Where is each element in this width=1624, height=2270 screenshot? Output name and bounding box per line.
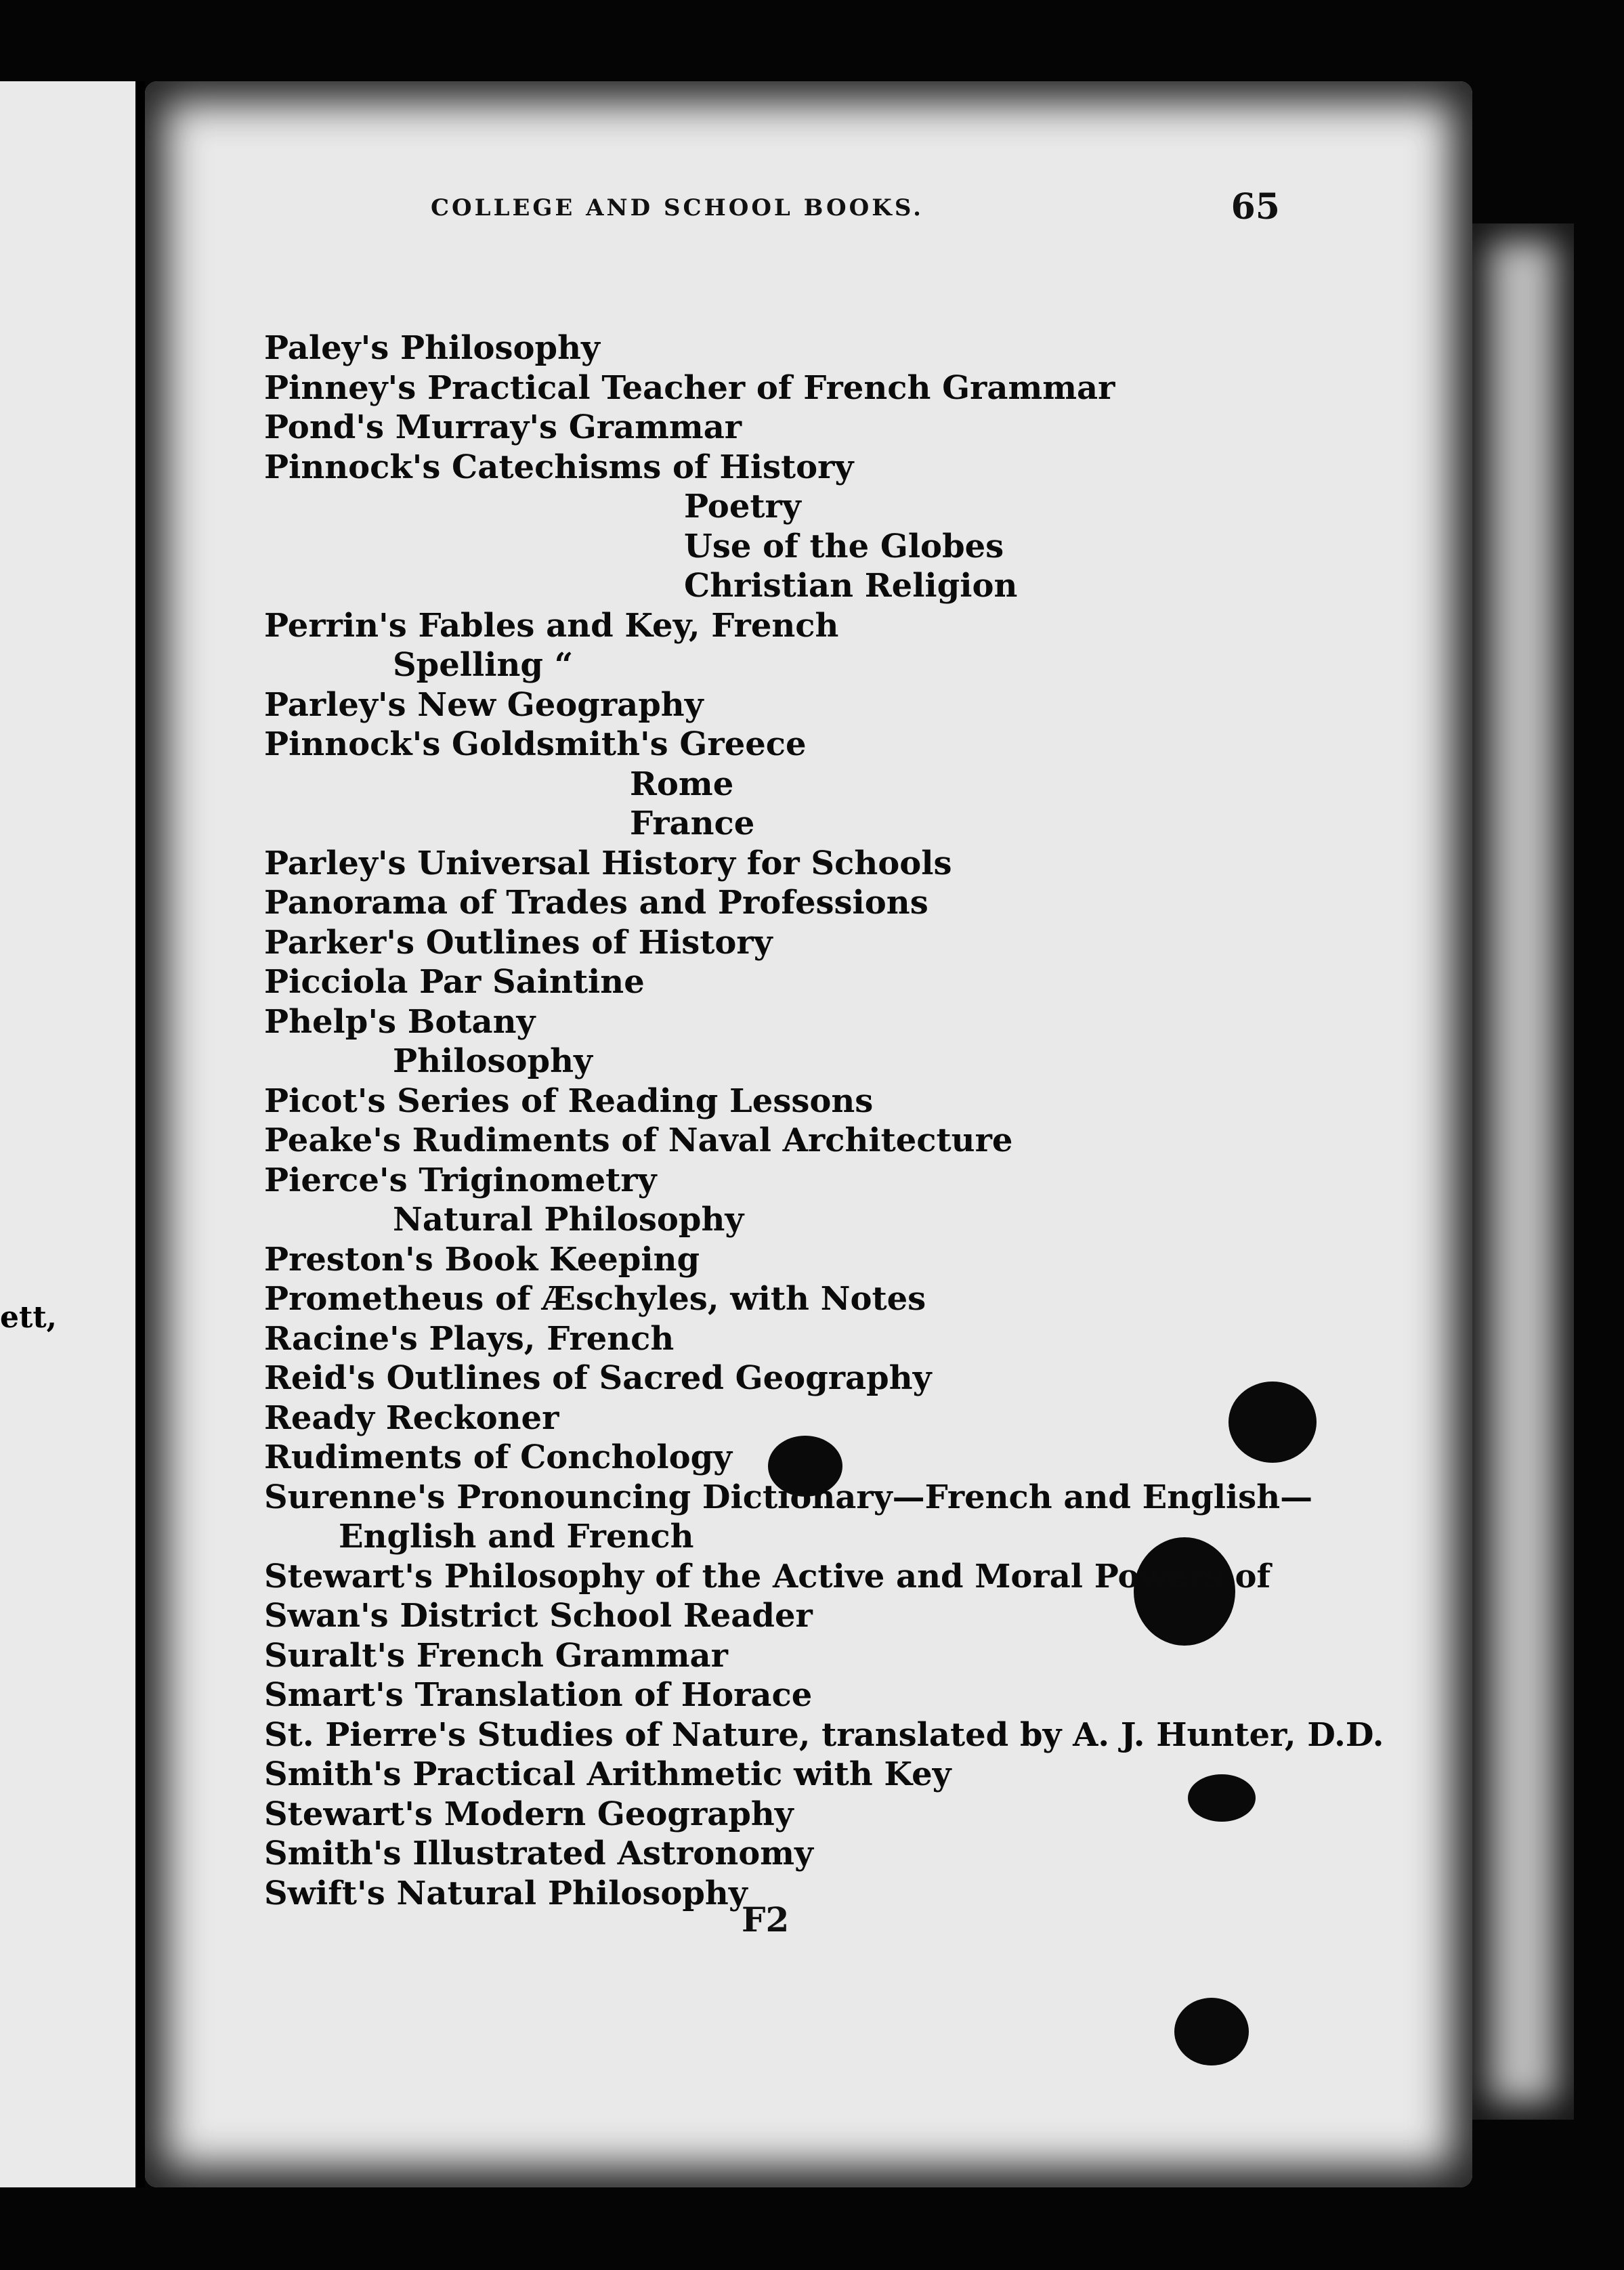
book-entry: Pierce's Triginometry <box>264 1161 657 1199</box>
book-entry: Smart's Translation of Horace <box>264 1676 813 1714</box>
book-entry: Use of the Globes <box>684 527 1004 565</box>
ink-stain <box>1174 1998 1249 2065</box>
book-entry: Phelp's Botany <box>264 1002 536 1041</box>
book-entry: Christian Religion <box>684 567 1018 605</box>
book-entry: Pond's Murray's Grammar <box>264 408 742 446</box>
book-entry: Stewart's Philosophy of the Active and Moral Powers of <box>264 1557 1271 1596</box>
book-entry: France <box>630 805 755 842</box>
left-page-margin <box>0 81 135 2187</box>
book-entry: Smith's Practical Arithmetic with Key <box>264 1755 952 1793</box>
book-gutter <box>135 81 145 2187</box>
book-entry: English and French <box>339 1518 694 1556</box>
book-entry: Pinnock's Goldsmith's Greece <box>264 725 807 763</box>
book-entry: Picot's Series of Reading Lessons <box>264 1082 874 1120</box>
book-entry: Stewart's Modern Geography <box>264 1795 794 1833</box>
book-entry: Picciola Par Saintine <box>264 963 645 1001</box>
book-entry: Reid's Outlines of Sacred Geography <box>264 1359 932 1397</box>
book-entry: Surenne's Pronouncing Dictionary—French and English— <box>264 1478 1313 1516</box>
book-entry: Parley's New Geography <box>264 685 704 724</box>
signature-mark: F2 <box>742 1900 790 1940</box>
book-entry: Swift's Natural Philosophy <box>264 1874 748 1912</box>
book-entry: Preston's Book Keeping <box>264 1240 700 1279</box>
book-entry: Parley's Universal History for Schools <box>264 844 952 882</box>
book-entry: Rome <box>630 765 734 803</box>
page-edge <box>1472 223 1574 2120</box>
book-entry: Panorama of Trades and Professions <box>264 884 928 922</box>
book-entry: Smith's Illustrated Astronomy <box>264 1835 813 1872</box>
book-entry: Paley's Philosophy <box>264 329 600 367</box>
book-entry: Poetry <box>684 488 801 526</box>
book-entry: Peake's Rudiments of Naval Architecture <box>264 1121 1013 1159</box>
book-entry: Suralt's French Grammar <box>264 1636 728 1675</box>
book-entry: Pinnock's Catechisms of History <box>264 448 854 486</box>
page-header <box>379 186 1300 234</box>
book-entry: Natural Philosophy <box>393 1201 744 1239</box>
page-number: 65 <box>1231 186 1280 228</box>
book-entry: Swan's District School Reader <box>264 1597 813 1635</box>
book-entry: Prometheus of Æschyles, with Notes <box>264 1280 926 1318</box>
book-entry: Philosophy <box>393 1042 593 1080</box>
book-entry: Ready Reckoner <box>264 1398 559 1437</box>
book-entry: St. Pierre's Studies of Nature, translated by A. J. Hunter, D.D. <box>264 1715 1384 1754</box>
book-entry: Racine's Plays, French <box>264 1319 675 1358</box>
running-head: COLLEGE AND SCHOOL BOOKS. <box>430 194 924 221</box>
book-entry: Pinney's Practical Teacher of French Grammar <box>264 368 1115 407</box>
book-entry: Rudiments of Conchology <box>264 1438 733 1476</box>
book-entry: Perrin's Fables and Key, French <box>264 606 839 645</box>
book-entry: Spelling “ <box>393 646 574 684</box>
left-page-text-fragment: ett, <box>0 1300 57 1335</box>
book-list <box>264 328 1384 1913</box>
book-entry: Parker's Outlines of History <box>264 923 773 962</box>
